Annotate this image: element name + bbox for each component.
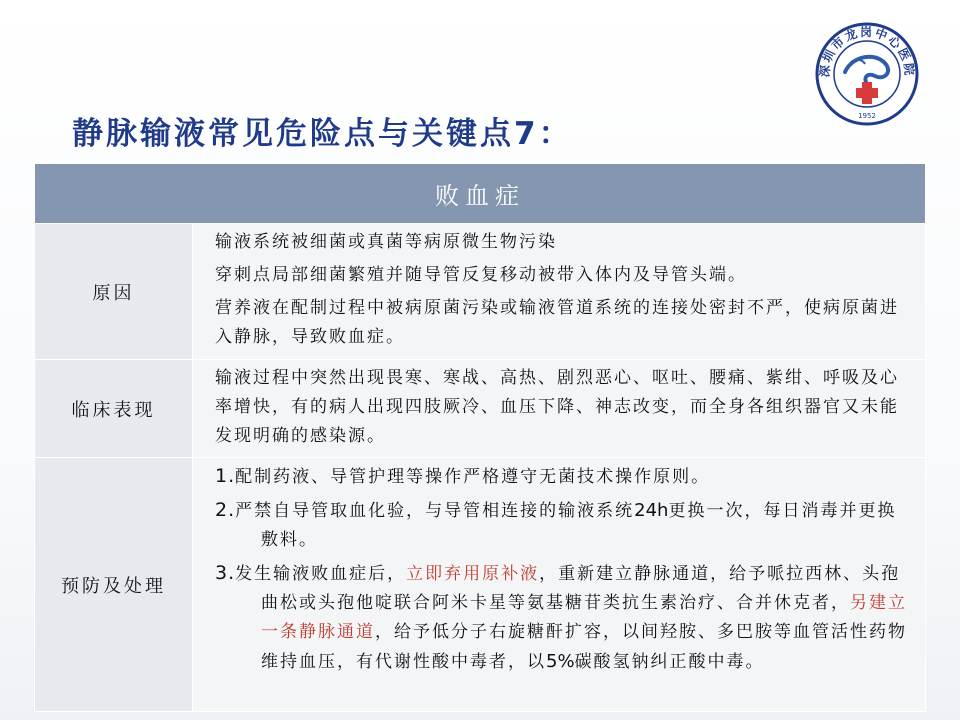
- prevention-item-3-emphasis-b: 另建立一条静脉通道: [261, 593, 907, 642]
- prevention-item-1: [215, 462, 913, 492]
- row-label-cause: 原因: [35, 224, 193, 360]
- row-content-cause: [193, 224, 926, 360]
- row-content-symptoms: [193, 360, 926, 458]
- symptoms-text: 输液过程中突然出现畏寒、寒战、高热、剧烈恶心、呕吐、腰痛、紫绀、呼吸及心率增快，有的病人出现四肢厥冷、血压下降、神志改变，而全身各组织器官又未能发现明确的感染源。: [215, 368, 899, 446]
- logo-year: 1952: [858, 112, 876, 120]
- cause-line-1: 输液系统被细菌或真菌等病原微生物污染: [215, 232, 557, 252]
- prevention-item-3-text-c: ，给予低分子右旋糖酐扩容，以间羟胺、多巴胺等血管活性药物维持血压，有代谢性酸中毒者，以: [261, 622, 907, 672]
- prevention-item-3-number: 3.: [215, 562, 236, 584]
- prevention-item-2-text-a: 严禁自导管取血化验，与导管相连接的输液系统: [235, 501, 635, 521]
- row-label-prevention: 预防及处理: [35, 458, 193, 712]
- table-row-cause: [35, 224, 926, 360]
- prevention-item-3-text-a: 发生输液败血症后，: [235, 564, 407, 584]
- prevention-item-3-percent: 5%: [546, 651, 575, 672]
- prevention-item-1-text: 配制药液、导管护理等操作严格遵守无菌技术操作原则。: [235, 467, 711, 487]
- prevention-item-1-number: 1.: [215, 465, 236, 487]
- logo-ring-text: 深圳市龙岗中心医院: [817, 25, 917, 78]
- table-header: 败血症: [35, 164, 926, 224]
- prevention-item-2-text-c: 更换一次，每日消毒并更换敷料。: [261, 501, 897, 550]
- prevention-item-3-emphasis-a: 立即弃用原补液: [406, 564, 540, 584]
- sepsis-table: [34, 163, 926, 712]
- table-row-prevention: [35, 458, 926, 712]
- row-content-prevention: [193, 458, 926, 712]
- prevention-item-2-number: 2.: [215, 499, 236, 521]
- cause-line-3: 营养液在配制过程中被病原菌污染或输液管道系统的连接处密封不严，使病原菌进入静脉，导致败血症。: [215, 298, 899, 347]
- prevention-item-2-interval: 24h: [634, 500, 669, 521]
- prevention-item-3: [215, 559, 913, 677]
- slide-title: 静脉输液常见危险点与关键点7：: [72, 116, 573, 152]
- prevention-item-3-text-b: ，重新建立静脉通道，给予哌拉西林、头孢曲松或头孢他啶联合阿米卡星等氨基糖苷类抗生素治疗、合并休克者，: [261, 564, 901, 613]
- prevention-item-2: [215, 496, 913, 555]
- row-label-symptoms: 临床表现: [35, 360, 193, 458]
- prevention-item-3-text-e: 碳酸氢钠纠正酸中毒。: [574, 652, 765, 672]
- table-row-symptoms: [35, 360, 926, 458]
- hospital-logo: [805, 18, 929, 130]
- cause-line-2: 穿刺点局部细菌繁殖并随导管反复移动被带入体内及导管头端。: [215, 265, 747, 285]
